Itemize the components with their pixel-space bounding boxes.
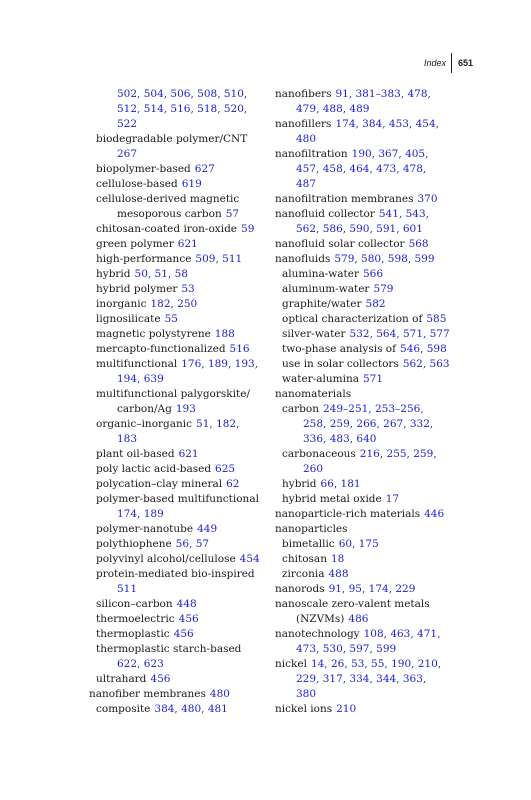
index-entry: [89, 237, 264, 252]
page-refs: 260: [303, 463, 324, 475]
index-entry: [275, 387, 480, 402]
page-refs: 571: [362, 373, 384, 385]
page-refs: 91, 381–383, 478,: [335, 88, 431, 100]
index-term-line: [282, 402, 480, 417]
index-entry: [275, 492, 480, 507]
index-column-right: [275, 87, 480, 717]
index-entry: [275, 522, 480, 537]
index-entry: [275, 567, 480, 582]
index-term-line: [275, 207, 480, 222]
index-entry: [275, 537, 480, 552]
index-term-line: [282, 282, 480, 297]
page-refs: 627: [194, 163, 215, 175]
index-term: nickel: [275, 658, 307, 670]
index-term-line: [96, 267, 264, 282]
index-term: polythiophene: [96, 538, 172, 550]
page-refs: 456: [173, 628, 194, 640]
index-entry: [89, 522, 264, 537]
page-refs: 585: [426, 313, 447, 325]
index-term-line: [282, 492, 480, 507]
page-refs: 456: [150, 673, 171, 685]
index-term: polymer-based multifunctional: [96, 493, 259, 505]
index-term-line: [282, 342, 480, 357]
index-term: nanofibers: [275, 88, 332, 100]
index-entry: [275, 297, 480, 312]
page-refs: 108, 463, 471,: [363, 628, 441, 640]
index-term: protein-mediated bio-inspired: [96, 568, 255, 580]
page-refs: 562, 563: [402, 358, 450, 370]
index-term-line: [275, 522, 480, 537]
page-refs: 384, 480, 481: [154, 703, 228, 715]
index-entry: [89, 672, 264, 687]
index-term-line: [96, 462, 264, 477]
index-term-line: [96, 162, 264, 177]
index-term-line: [96, 177, 264, 192]
index-entry: [275, 87, 480, 117]
page-refs: 50, 51, 58: [134, 268, 188, 280]
page-refs: 216, 255, 259,: [359, 448, 437, 460]
page-refs: 562, 586, 590, 591, 601: [296, 223, 423, 235]
index-entry: [89, 222, 264, 237]
index-entry: [275, 357, 480, 372]
index-entry: [89, 597, 264, 612]
index-term: polyvinyl alcohol/cellulose: [96, 553, 236, 565]
index-term: polymer-nanotube: [96, 523, 194, 535]
running-head-label: Index: [423, 58, 446, 68]
index-entry: [275, 237, 480, 252]
index-entry: [89, 642, 264, 672]
index-term: lignosilicate: [96, 313, 161, 325]
index-entry: [89, 252, 264, 267]
index-term: silicon–carbon: [96, 598, 173, 610]
index-entry: [275, 282, 480, 297]
index-entry: [89, 477, 264, 492]
index-term: green polymer: [96, 238, 174, 250]
page-refs: 18: [330, 553, 345, 565]
page-refs: 448: [176, 598, 197, 610]
index-entry: [89, 312, 264, 327]
index-term: multifunctional palygorskite/: [96, 388, 250, 400]
index-term-line: [275, 147, 480, 162]
page-refs: 480: [296, 133, 317, 145]
page-refs: 267: [117, 148, 138, 160]
index-entry: [89, 612, 264, 627]
page-refs: 193: [175, 403, 196, 415]
running-head: [424, 53, 473, 73]
index-term: nanofluid solar collector: [275, 238, 405, 250]
index-term: polycation–clay mineral: [96, 478, 223, 490]
index-entry: [89, 492, 264, 522]
index-term-line: [96, 207, 264, 222]
index-term-line: [275, 192, 480, 207]
index-term-line: [282, 327, 480, 342]
index-entry: [275, 372, 480, 387]
index-term-continued: (NZVMs): [296, 613, 345, 625]
index-term-line: [96, 567, 264, 582]
index-term-line: [96, 357, 264, 372]
page-refs: 91, 95, 174, 229: [328, 583, 416, 595]
index-term-line: [275, 627, 480, 642]
index-term: inorganic: [96, 298, 147, 310]
index-term: hybrid: [282, 478, 317, 490]
index-entry: [89, 177, 264, 192]
index-term-line: [282, 537, 480, 552]
index-term-line: [96, 222, 264, 237]
index-entry: [89, 87, 264, 132]
index-term-line: [96, 192, 264, 207]
index-term-line: [282, 297, 480, 312]
page-refs: 480: [209, 688, 230, 700]
page-refs: 568: [408, 238, 429, 250]
page-refs: 380: [296, 688, 317, 700]
index-entry: [89, 342, 264, 357]
index-entry: [89, 417, 264, 447]
index-term: cellulose-derived magnetic: [96, 193, 240, 205]
index-entry: [89, 267, 264, 282]
page-refs: 336, 483, 640: [303, 433, 377, 445]
index-term-line: [96, 612, 264, 627]
index-term: cellulose-based: [96, 178, 178, 190]
index-term-line: [96, 132, 264, 147]
index-term: high-performance: [96, 253, 192, 265]
index-entry: [89, 327, 264, 342]
index-term: nanotechnology: [275, 628, 360, 640]
page-refs: 66, 181: [320, 478, 361, 490]
index-term-line: [282, 447, 480, 462]
index-entry: [275, 312, 480, 327]
index-term-line: [96, 297, 264, 312]
page-refs: 479, 488, 489: [296, 103, 370, 115]
page-refs: 14, 26, 53, 55, 190, 210,: [310, 658, 442, 670]
index-term: hybrid polymer: [96, 283, 178, 295]
index-term-line: [96, 537, 264, 552]
index-entry: [89, 552, 264, 567]
index-term: use in solar collectors: [282, 358, 399, 370]
index-entry: [89, 567, 264, 597]
index-entry: [89, 132, 264, 162]
index-term: nanofillers: [275, 118, 332, 130]
index-term-line: [96, 447, 264, 462]
index-term-line: [282, 357, 480, 372]
index-term: zirconia: [282, 568, 325, 580]
page-refs: 454: [239, 553, 260, 565]
page-refs: 619: [181, 178, 202, 190]
index-entry: [89, 462, 264, 477]
page-refs: 55: [164, 313, 178, 325]
index-term-line: [96, 387, 264, 402]
index-entry: [89, 162, 264, 177]
index-term: organic–inorganic: [96, 418, 193, 430]
index-term-line: [275, 657, 480, 672]
index-term-line: [96, 402, 264, 417]
index-term-line: [275, 237, 480, 252]
index-entry: [275, 447, 480, 477]
index-term-line: [282, 372, 480, 387]
index-column-left: [89, 87, 264, 717]
index-term: nanofluid collector: [275, 208, 375, 220]
page-refs: 621: [178, 448, 199, 460]
page-refs: 446: [424, 508, 445, 520]
page-refs: 59: [241, 223, 255, 235]
index-entry: [89, 192, 264, 222]
index-term: biodegradable polymer/CNT: [96, 133, 248, 145]
index-term-line: [96, 552, 264, 567]
page-refs: 512, 514, 516, 518, 520,: [117, 103, 248, 115]
index-term-line: [282, 567, 480, 582]
index-entry: [275, 117, 480, 147]
page-refs: 516: [229, 343, 250, 355]
index-term-line: [275, 612, 480, 627]
index-term: hybrid: [96, 268, 131, 280]
index-term: alumina-water: [282, 268, 359, 280]
page-refs: 449: [197, 523, 218, 535]
index-entry: [275, 327, 480, 342]
index-entry: [275, 252, 480, 267]
index-entry: [275, 582, 480, 597]
index-term: hybrid metal oxide: [282, 493, 382, 505]
index-term: mercapto-functionalized: [96, 343, 226, 355]
index-term: nanoparticles: [275, 523, 348, 535]
page-refs: 511: [117, 583, 138, 595]
page-refs: 17: [385, 493, 400, 505]
index-term: chitosan-coated iron-oxide: [96, 223, 238, 235]
index-term-continued: carbon/Ag: [117, 403, 172, 415]
page-refs: 182, 250: [150, 298, 198, 310]
index-term: nanorods: [275, 583, 325, 595]
index-entry: [275, 342, 480, 357]
page-refs: 487: [296, 178, 317, 190]
index-term-line: [96, 237, 264, 252]
page-refs: 370: [417, 193, 438, 205]
page-refs: 579: [373, 283, 394, 295]
page-refs: 57: [225, 208, 240, 220]
index-term-line: [282, 267, 480, 282]
page-refs: 190, 367, 405,: [351, 148, 429, 160]
index-term-line: [96, 417, 264, 432]
index-term-line: [275, 87, 480, 102]
index-entry: [275, 552, 480, 567]
index-term: silver-water: [282, 328, 346, 340]
index-term: aluminum-water: [282, 283, 370, 295]
page-refs: 473, 530, 597, 599: [296, 643, 397, 655]
index-term-line: [275, 597, 480, 612]
index-term: nickel ions: [275, 703, 333, 715]
index-term-line: [96, 252, 264, 267]
page-refs: 625: [215, 463, 236, 475]
index-term: graphite/water: [282, 298, 362, 310]
page-refs: 502, 504, 506, 508, 510,: [117, 88, 248, 100]
index-term-line: [275, 702, 480, 717]
index-entry: [89, 387, 264, 417]
index-term: thermoplastic: [96, 628, 170, 640]
index-entry: [275, 597, 480, 627]
index-entry: [89, 687, 264, 702]
index-term-line: [282, 552, 480, 567]
index-term: nanoparticle-rich materials: [275, 508, 421, 520]
index-term-line: [96, 672, 264, 687]
index-entry: [89, 357, 264, 387]
index-term: poly lactic acid-based: [96, 463, 212, 475]
index-entry: [275, 627, 480, 657]
page-refs: 174, 384, 453, 454,: [335, 118, 439, 130]
page-refs: 194, 639: [117, 373, 164, 385]
index-entry: [275, 147, 480, 192]
index-term-line: [96, 477, 264, 492]
index-term-line: [282, 477, 480, 492]
index-term: nanofiltration: [275, 148, 348, 160]
index-term: two-phase analysis of: [282, 343, 397, 355]
index-term-line: [96, 312, 264, 327]
page-refs: 456: [178, 613, 199, 625]
index-entry: [89, 537, 264, 552]
index-term-line: [282, 312, 480, 327]
index-term: water-alumina: [282, 373, 359, 385]
index-term-line: [275, 507, 480, 522]
index-term: composite: [96, 703, 151, 715]
page-refs: 176, 189, 193,: [181, 358, 259, 370]
index-term-line: [275, 582, 480, 597]
index-term: nanofiber membranes: [89, 688, 206, 700]
page-refs: 541, 543,: [378, 208, 429, 220]
index-term-continued: mesoporous carbon: [117, 208, 222, 220]
index-entry: [275, 477, 480, 492]
page-refs: 188: [214, 328, 235, 340]
index-term-line: [96, 702, 264, 717]
index-term: nanofiltration membranes: [275, 193, 414, 205]
index-term-line: [96, 282, 264, 297]
index-term: carbonaceous: [282, 448, 356, 460]
index-term-line: [96, 327, 264, 342]
index-term-line: [96, 492, 264, 507]
index-entry: [89, 702, 264, 717]
page-refs: 53: [181, 283, 195, 295]
index-term: optical characterization of: [282, 313, 423, 325]
index-entry: [275, 702, 480, 717]
page-refs: 56, 57: [175, 538, 210, 550]
index-term-line: [96, 522, 264, 537]
index-term: plant oil-based: [96, 448, 175, 460]
index-term: biopolymer-based: [96, 163, 191, 175]
page-refs: 582: [365, 298, 386, 310]
index-term-line: [96, 342, 264, 357]
page-refs: 62: [226, 478, 240, 490]
index-term-line: [275, 387, 480, 402]
index-entry: [89, 282, 264, 297]
index-entry: [275, 657, 480, 702]
page-refs: 183: [117, 433, 138, 445]
index-entry: [275, 402, 480, 447]
index-term: carbon: [282, 403, 319, 415]
page-refs: 457, 458, 464, 473, 478,: [296, 163, 427, 175]
page-refs: 486: [348, 613, 369, 625]
index-term: multifunctional: [96, 358, 178, 370]
page-refs: 210: [336, 703, 357, 715]
page-refs: 51, 182,: [196, 418, 240, 430]
index-term-line: [96, 597, 264, 612]
page-refs: 621: [177, 238, 198, 250]
page-refs: 532, 564, 571, 577: [349, 328, 450, 340]
page-refs: 174, 189: [117, 508, 164, 520]
running-head-divider: [451, 53, 452, 73]
index-entry: [89, 627, 264, 642]
index-term: chitosan: [282, 553, 327, 565]
index-entry: [275, 192, 480, 207]
index-entry: [275, 267, 480, 282]
index-term: nanoscale zero-valent metals: [275, 598, 430, 610]
index-term: nanofluids: [275, 253, 331, 265]
index-term: thermoelectric: [96, 613, 175, 625]
page-refs: 60, 175: [338, 538, 379, 550]
page-refs: 249–251, 253–256,: [322, 403, 424, 415]
index-term-line: [89, 687, 264, 702]
page-refs: 258, 259, 266, 267, 332,: [303, 418, 434, 430]
index-term: magnetic polystyrene: [96, 328, 211, 340]
index-term: thermoplastic starch-based: [96, 643, 242, 655]
page-refs: 622, 623: [117, 658, 164, 670]
page-refs: 522: [117, 118, 138, 130]
index-term: nanomaterials: [275, 388, 352, 400]
index-entry: [275, 207, 480, 237]
index-term-line: [275, 252, 480, 267]
index-term-line: [96, 627, 264, 642]
page-refs: 566: [362, 268, 384, 280]
index-term-line: [96, 642, 264, 657]
page-number: 651: [457, 58, 473, 68]
index-term: bimetallic: [282, 538, 335, 550]
page-refs: 546, 598: [400, 343, 447, 355]
page-refs: 229, 317, 334, 344, 363,: [296, 673, 427, 685]
index-term: ultrahard: [96, 673, 147, 685]
index-entry: [275, 507, 480, 522]
index-term-line: [275, 117, 480, 132]
page-refs: 488: [328, 568, 349, 580]
page-refs: 509, 511: [195, 253, 243, 265]
index-entry: [89, 297, 264, 312]
page-refs: 579, 580, 598, 599: [334, 253, 435, 265]
index-entry: [89, 447, 264, 462]
